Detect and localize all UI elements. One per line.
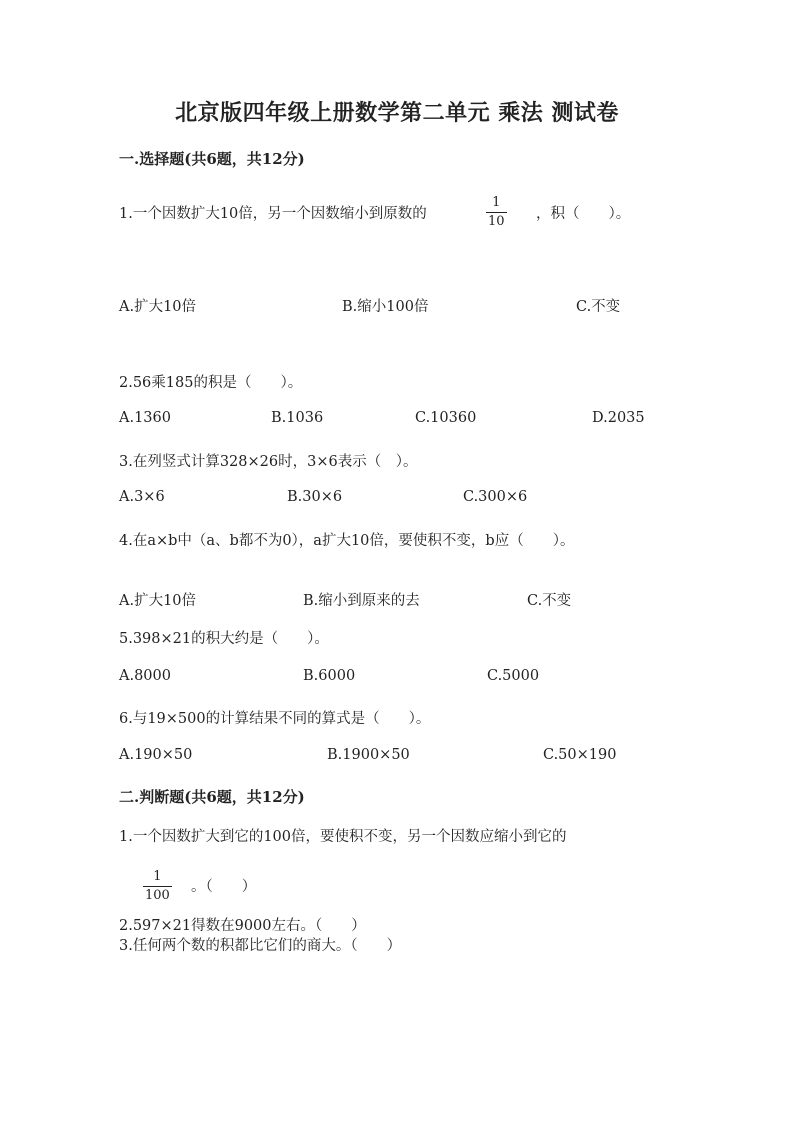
question-6-option-c[interactable]: C.50×190 (543, 747, 617, 763)
question-2-option-c[interactable]: C.10360 (415, 410, 477, 426)
judgement-2-text: 2.597×21得数在9000左右。（ ） (119, 918, 366, 934)
question-4-option-b[interactable]: B.缩小到原来的去 (303, 593, 420, 609)
question-2-option-d[interactable]: D.2035 (592, 410, 645, 426)
fraction-denominator: 100 (145, 888, 170, 904)
question-4-text: 4.在a×b中（a、b都不为0），a扩大10倍，要使积不变，b应（ ）。 (119, 533, 575, 549)
question-5-option-a[interactable]: A.8000 (119, 668, 171, 684)
question-2-text: 2.56乘185的积是（ ）。 (119, 375, 303, 391)
fraction-numerator: 1 (492, 195, 501, 210)
fraction-numerator: 1 (153, 869, 162, 884)
question-5-option-c[interactable]: C.5000 (487, 668, 540, 684)
question-4-option-c[interactable]: C.不变 (527, 593, 572, 609)
question-1-text-after: ，积（ ）。 (536, 206, 631, 222)
question-5-option-b[interactable]: B.6000 (303, 668, 356, 684)
judgement-1-text-after: 。（ ） (191, 879, 257, 895)
judgement-1-fraction (143, 870, 172, 904)
question-1-option-c[interactable]: C.不变 (576, 299, 621, 315)
question-3-option-b[interactable]: B.30×6 (287, 489, 343, 505)
question-3-option-a[interactable]: A.3×6 (119, 489, 165, 505)
question-4-option-a[interactable]: A.扩大10倍 (119, 593, 197, 609)
judgement-1-text: 1.一个因数扩大到它的100倍，要使积不变，另一个因数应缩小到它的 (119, 829, 567, 845)
question-6-option-a[interactable]: A.190×50 (119, 747, 193, 763)
question-1-fraction (486, 196, 507, 230)
question-6-option-b[interactable]: B.1900×50 (327, 747, 410, 763)
page-title: 北京版四年级上册数学第二单元 乘法 测试卷 (175, 100, 619, 126)
judgement-3-text: 3.任何两个数的积都比它们的商大。（ ） (119, 938, 402, 954)
question-2-option-b[interactable]: B.1036 (271, 410, 324, 426)
fraction-bar (143, 886, 172, 887)
question-2-option-a[interactable]: A.1360 (119, 410, 171, 426)
section-heading-judgement: 二.判断题(共6题，共12分) (119, 788, 305, 806)
fraction-denominator: 10 (488, 214, 505, 230)
question-1-text: 1.一个因数扩大10倍，另一个因数缩小到原数的 (119, 206, 427, 222)
question-1-option-a[interactable]: A.扩大10倍 (119, 299, 197, 315)
question-3-option-c[interactable]: C.300×6 (463, 489, 528, 505)
question-6-text: 6.与19×500的计算结果不同的算式是（ ）。 (119, 711, 431, 727)
fraction-bar (486, 212, 507, 213)
question-1-option-b[interactable]: B.缩小100倍 (342, 299, 429, 315)
question-3-text: 3.在列竖式计算328×26时，3×6表示（ ）。 (119, 454, 418, 470)
question-5-text: 5.398×21的积大约是（ ）。 (119, 631, 329, 647)
section-heading-choice: 一.选择题(共6题，共12分) (119, 150, 305, 168)
